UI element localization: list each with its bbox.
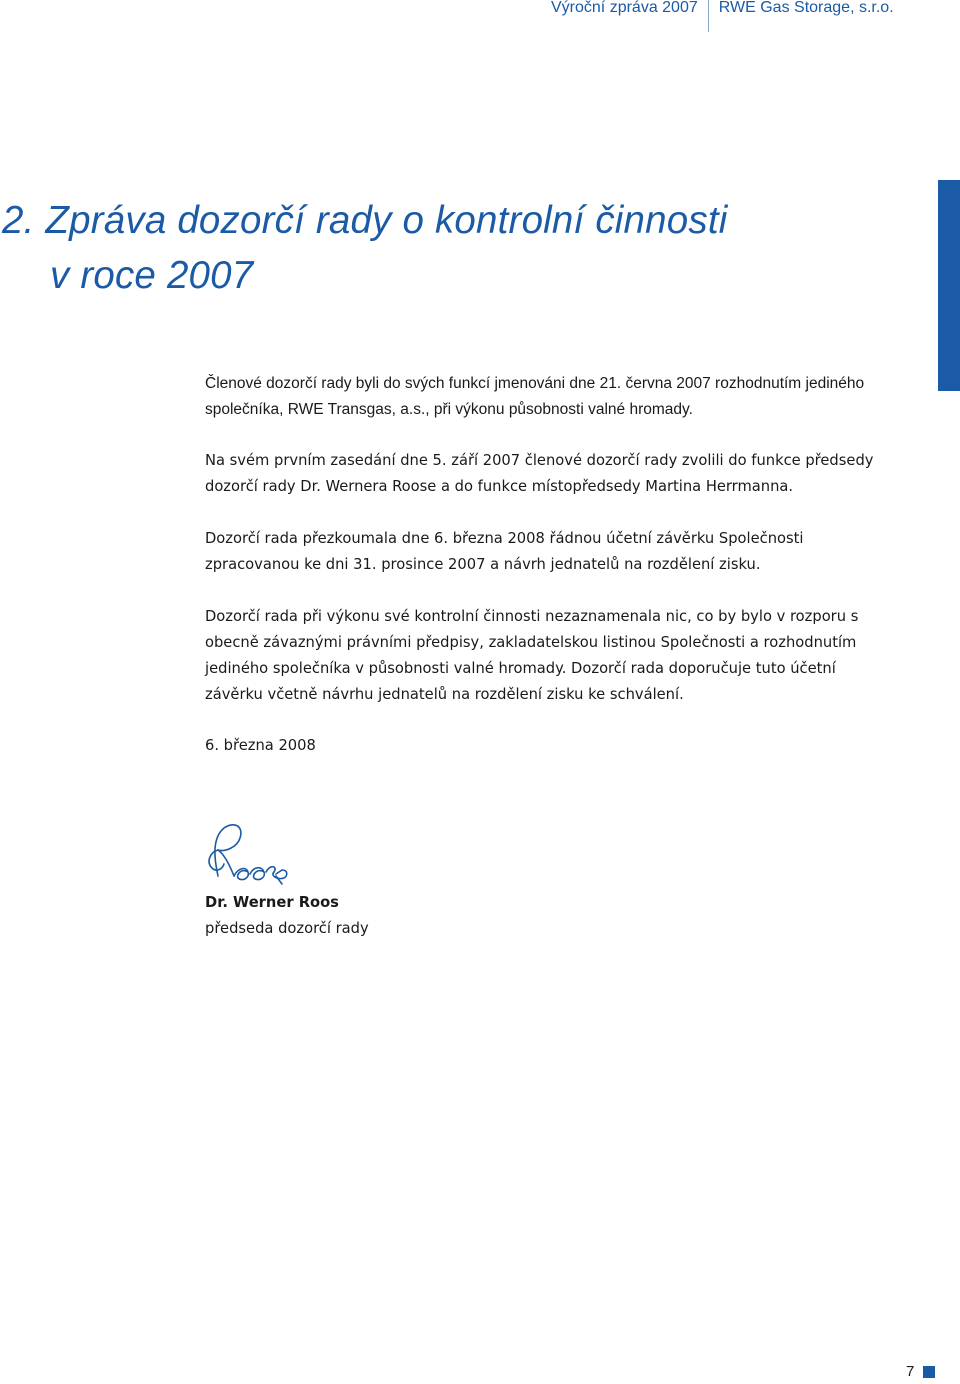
handwritten-signature xyxy=(204,818,294,888)
section-title xyxy=(2,193,727,303)
report-body xyxy=(205,371,895,759)
paragraph-appointment: Členové dozorčí rady byli do svých funkcí jmenováni dne 21. června 2007 rozhodnutím jediného společníka, RWE Transgas, a.s., při výkonu působnosti valné hromady. xyxy=(205,375,865,418)
paragraph-recommendation: Dozorčí rada při výkonu své kontrolní činnosti nezaznamenala nic, co by bylo v rozporu s obecně závaznými právními předpisy, zakladatelskou listinou Společnosti a rozhodnutím jediného společníka v působnosti valné hromady. Dozorčí rada doporučuje tuto účetní závěrku včetně návrhu jednatelů na rozdělení zisku ke schválení. xyxy=(205,608,859,703)
section-title-line1: 2. Zpráva dozorčí rady o kontrolní činnosti xyxy=(2,199,728,242)
section-marker-bar xyxy=(938,180,960,391)
page-header xyxy=(551,0,894,32)
page-number: 7 xyxy=(906,1363,915,1380)
report-date: 6. března 2008 xyxy=(205,737,316,754)
page-number-marker xyxy=(923,1366,935,1378)
paragraph-review: Dozorčí rada přezkoumala dne 6. března 2008 řádnou účetní závěrku Společnosti zpracovanou ke dni 31. prosince 2007 a návrh jednatelů na rozdělení zisku. xyxy=(205,530,804,573)
signatory-role: předseda dozorčí rady xyxy=(205,920,369,937)
company-name: RWE Gas Storage, s.r.o. xyxy=(718,0,894,16)
report-title: Výroční zpráva 2007 xyxy=(551,0,698,16)
header-divider xyxy=(708,0,709,32)
paragraph-first-meeting: Na svém prvním zasedání dne 5. září 2007 členové dozorčí rady zvolili do funkce předsedy dozorčí rady Dr. Wernera Roose a do funkce místopředsedy Martina Herrmanna. xyxy=(205,452,874,495)
signatory-name: Dr. Werner Roos xyxy=(205,894,339,911)
section-title-line2: v roce 2007 xyxy=(50,254,254,297)
